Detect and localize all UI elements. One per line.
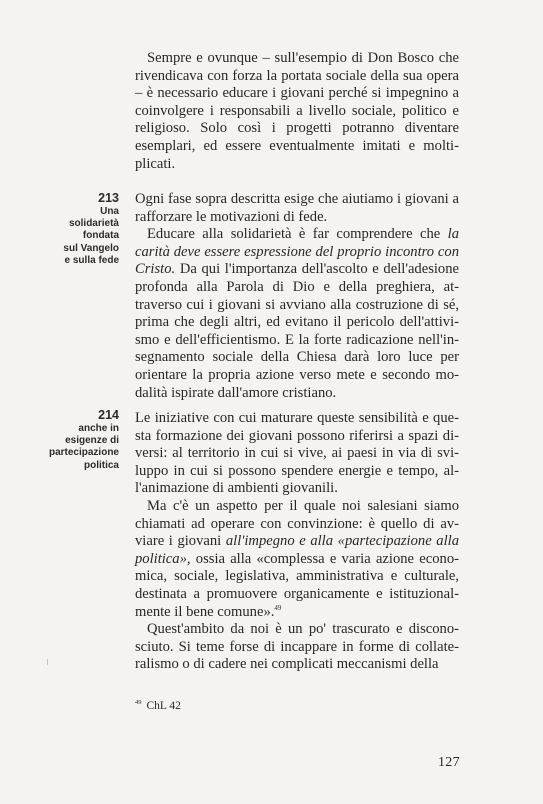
section-213-p2-rest: Da qui l'importanza dell'ascolto e dell'adesione profonda alla Parola di Dio e della preghiera, attraverso cui i giovani si avviano alla costruzione di sé, prima che degli altri, ed evitano il pericolo dell'attivismo e dell'efficientismo. E la forte radicazione nell'insegnamento sociale della Chiesa darà loro luce per orientare la propria azione verso mete e secondo modalità ispirate dall'amore cristiano.: [135, 261, 459, 401]
section-caption-213-line: sul Vangelo: [63, 242, 119, 254]
section-214-p2-start: Ma c'è un aspetto per il quale noi salesiani siamo chiamati ad operare con convinzione: è quello di avviare i giovani: [135, 497, 459, 550]
section-caption-213-line: fondata: [82, 230, 119, 242]
section-213-paragraph-2: [135, 226, 459, 402]
section-caption-213-line: e sulla fede: [64, 254, 119, 266]
section-213-paragraph-1: Ogni fase sopra descritta esige che aiutiamo i giovani a rafforzare le motivazioni di fede.: [135, 191, 459, 225]
section-214-paragraph-1: Le iniziative con cui maturare queste sensibilità e questa formazione dei giovani possono riferirsi a spazi diversi: al territorio in cui si vive, ai paesi in via di sviluppo in cui si possono spendere energie e tempo, all'animazione di ambienti giovanili.: [135, 410, 459, 497]
intro-paragraph-text: Sempre e ovunque – sull'esempio di Don Bosco che rivendicava con forza la portata sociale della sua opera – è necessario educare i giovani perché si impegnino a coinvolgere i responsabili a livello sociale, politico e religioso. Solo così i progetti potranno diventare esemplari, ed essere eventualmente imitati e moltiplicati.: [135, 50, 459, 172]
section-caption-213-line: Una: [100, 206, 119, 217]
section-213-p2-italic: la carità deve essere espressione del proprio incontro con Cristo.: [135, 226, 459, 278]
footnote-marker: 49: [135, 699, 142, 706]
section-214-p2-rest: ossia alla «complessa e varia azione economica, sociale, legislativa, amministrativa e culturale, destinata a promuovere organicamente e istituzionalmente il bene comune».: [135, 550, 459, 620]
margin-note-214: [19, 408, 119, 472]
footnote: [135, 696, 181, 713]
section-caption-214-line: esigenze di: [65, 435, 119, 447]
section-caption-214-line: partecipazione: [48, 447, 119, 459]
intro-paragraph: [135, 50, 459, 173]
section-213-p2-start: Educare alla solidarietà è far comprendere che: [147, 226, 448, 243]
section-213-body: [135, 191, 459, 402]
section-number-214: 214: [98, 408, 119, 422]
margin-note-213: [19, 191, 119, 267]
page-number: 127: [438, 755, 460, 770]
scan-speck: [47, 659, 48, 665]
section-caption-214-line: politica: [83, 459, 119, 471]
section-214-paragraph-2: [135, 498, 459, 621]
section-caption-213-line: solidarietà: [68, 218, 119, 230]
footnote-reference[interactable]: 49: [274, 603, 282, 612]
footnote-text: ChL 42: [146, 700, 181, 712]
section-214-p2-italic: all'impegno e alla «partecipazione alla politica»,: [135, 533, 459, 567]
section-number-213: 213: [98, 191, 119, 205]
section-214-body: [135, 410, 459, 674]
section-caption-214-line: anche in: [78, 423, 119, 434]
section-214-paragraph-3: Quest'ambito da noi è un po' trascurato e disconosciuto. Si teme forse di incappare in forme di collateralismo o di cadere nei complicati meccanismi della: [135, 621, 459, 673]
